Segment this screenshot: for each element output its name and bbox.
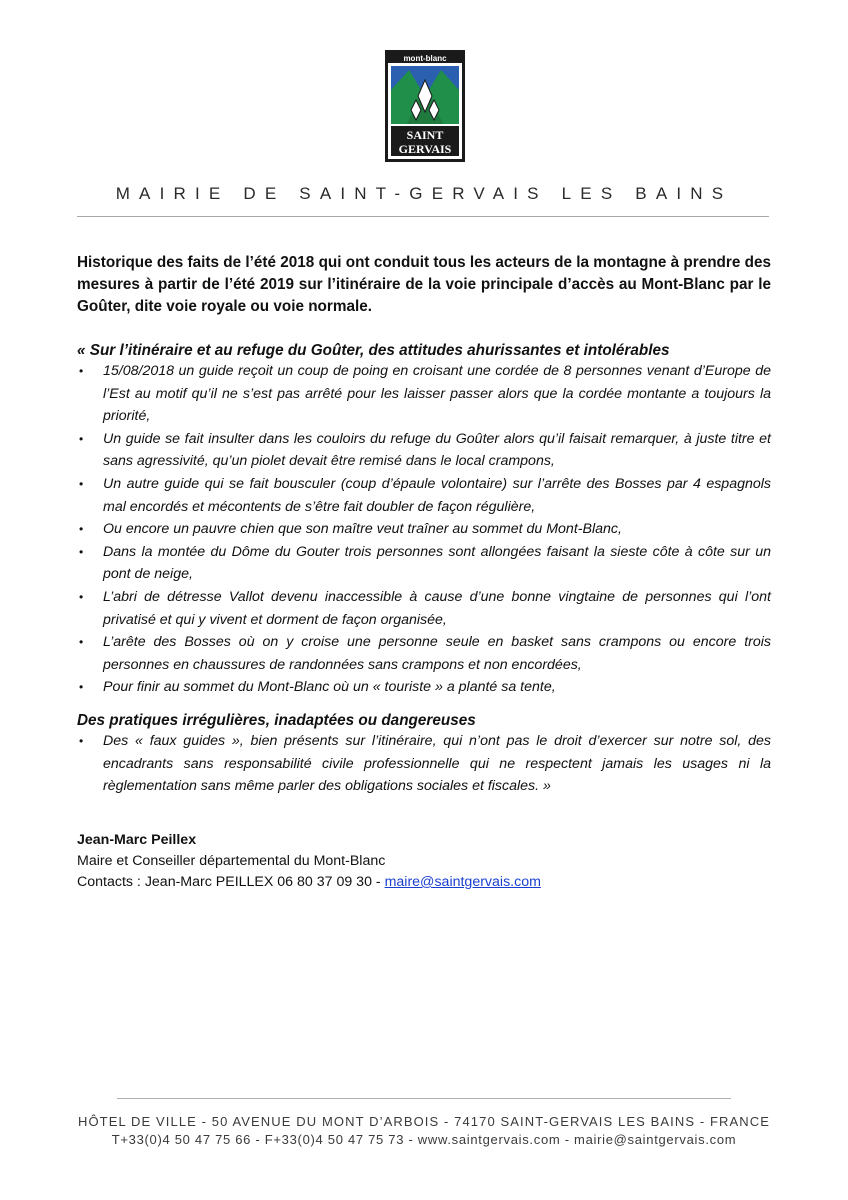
contact-prefix: Contacts : Jean-Marc PEILLEX 06 80 37 09 30 - (77, 874, 385, 890)
organization-title: MAIRIE DE SAINT-GERVAIS LES BAINS (115, 184, 733, 203)
bullet-icon: • (79, 635, 84, 650)
list-item: • L’arête des Bosses où on y croise une personne seule en basket sans crampons ou encore trois personnes en chaussures de randonnées sans crampons et non encordées, (77, 631, 771, 676)
bullet-icon: • (79, 522, 84, 537)
list-item: • 15/08/2018 un guide reçoit un coup de poing en croisant une cordée de 8 personnes venant d’Europe de l’Est au motif qu’il ne s’est pas arrêté pour les laisser passer alors que la cordée montante a toujours la priorité, (77, 360, 771, 428)
list-item: • Dans la montée du Dôme du Gouter trois personnes sont allongées faisant la sieste côte à côte sur un pont de neige, (77, 541, 771, 586)
list-item: • L’abri de détresse Vallot devenu inaccessible à cause d’une bonne vingtaine de personnes qui l’ont privatisé et qui y vivent et dorment de façon organisée, (77, 586, 771, 631)
section2-list (77, 730, 771, 798)
signatory-role: Maire et Conseiller départemental du Mont-Blanc (77, 853, 386, 869)
intro-paragraph: Historique des faits de l’été 2018 qui ont conduit tous les acteurs de la montagne à prendre des mesures à partir de l’été 2019 sur l’itinéraire de la voie principale d’accès au Mont-Blanc par le Goûter, dite voie royale ou voie normale. (77, 254, 771, 315)
signatory-name: Jean-Marc Peillex (77, 832, 197, 848)
logo-line1: SAINT (406, 128, 444, 142)
email-link[interactable]: maire@saintgervais.com (384, 874, 541, 890)
list-item: • Ou encore un pauvre chien que son maître veut traîner au sommet du Mont-Blanc, (77, 518, 771, 541)
signature-block (77, 830, 541, 893)
bullet-icon: • (79, 431, 84, 446)
bullet-icon: • (79, 734, 84, 748)
footer-contacts: T+33(0)4 50 47 75 66 - F+33(0)4 50 47 75 73 - www.saintgervais.com - mairie@saintgervais.com (111, 1132, 737, 1147)
list-item: • Un autre guide qui se fait bousculer (coup d’épaule volontaire) sur l’arrête des Bosses par 4 espagnols mal encordés et mécontents de s’être fait doubler de façon régulière, (77, 473, 771, 518)
footer-address: HÔTEL DE VILLE - 50 AVENUE DU MONT D’ARBOIS - 74170 SAINT-GERVAIS LES BAINS - FRANCE (77, 1114, 771, 1129)
section1-list (77, 360, 771, 699)
section2-title: Des pratiques irrégulières, inadaptées ou dangereuses (77, 712, 476, 729)
list-item: • Pour finir au sommet du Mont-Blanc où un « touriste » a planté sa tente, (77, 676, 771, 699)
list-item: • Un guide se fait insulter dans les couloirs du refuge du Goûter alors qu’il faisait remarquer, à juste titre et sans agressivité, qu’un piolet devait être remisé dans le local crampons, (77, 428, 771, 473)
logo-top-text: mont-blanc (403, 54, 447, 63)
list-item: • Des « faux guides », bien présents sur l’itinéraire, qui n’ont pas le droit d’exercer sur notre sol, des encadrants sans responsabilité civile professionnelle qui ne respectent jamais les usages ni la règlementation sans même parler des obligations sociales et fiscales. » (77, 730, 771, 798)
logo-line2: GERVAIS (398, 142, 452, 156)
bullet-icon: • (79, 364, 84, 378)
saint-gervais-logo (385, 50, 465, 162)
contact-line (77, 872, 541, 893)
bullet-icon: • (79, 476, 84, 491)
footer-divider (117, 1098, 731, 1099)
bullet-icon: • (79, 680, 84, 695)
bullet-icon: • (79, 589, 84, 604)
header-divider (77, 216, 769, 217)
bullet-icon: • (79, 544, 84, 559)
section1-title: « Sur l’itinéraire et au refuge du Goûter, des attitudes ahurissantes et intolérables (77, 342, 670, 359)
